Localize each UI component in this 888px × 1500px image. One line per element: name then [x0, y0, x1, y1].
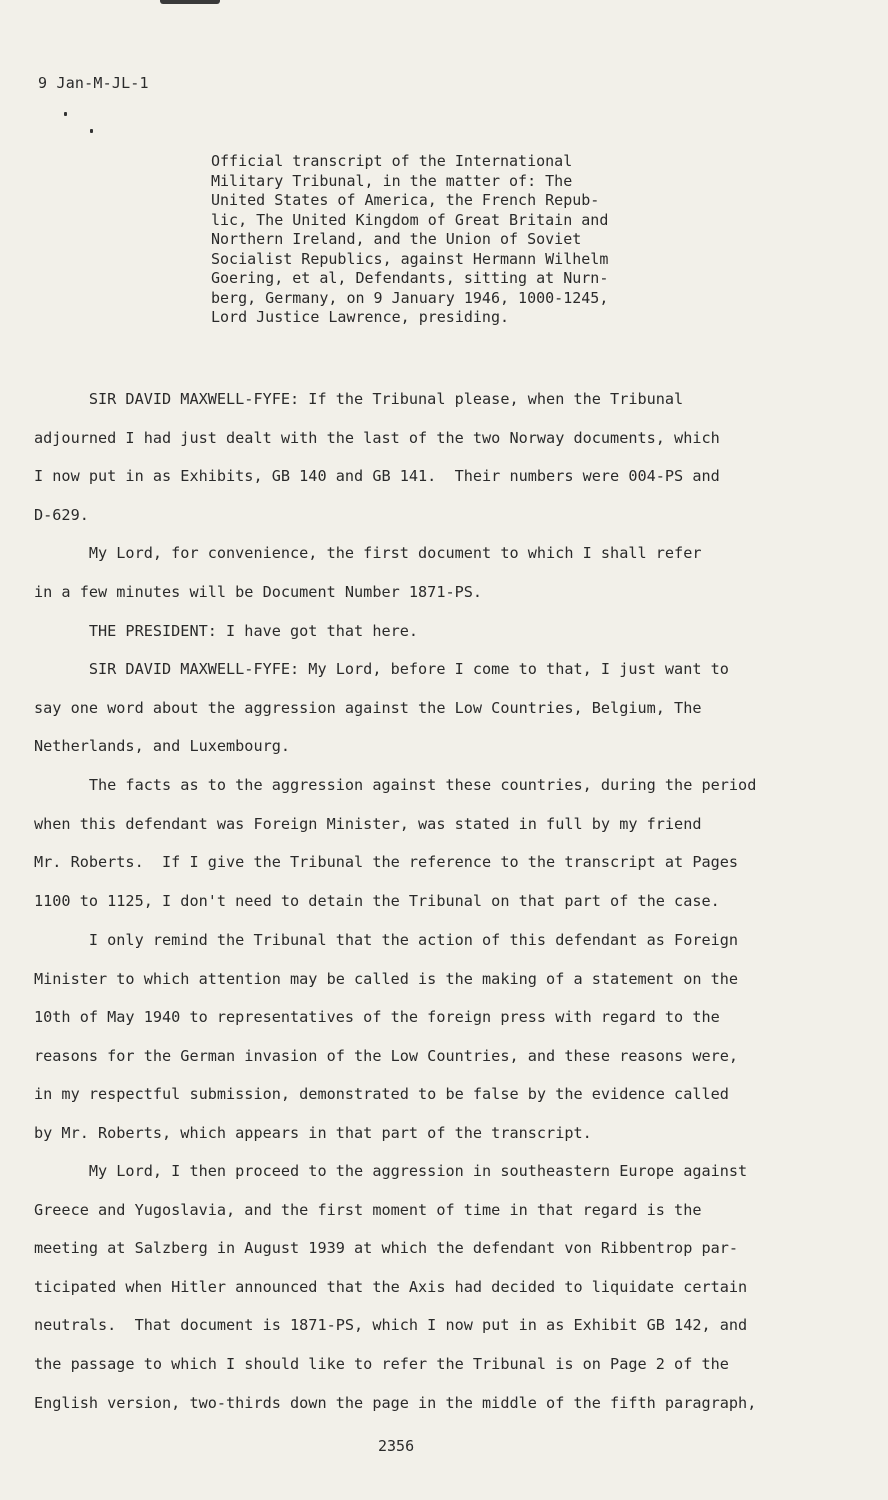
text-line: D-629. [34, 505, 89, 524]
text-line: THE PRESIDENT: I have got that here. [34, 622, 419, 640]
text-line: I now put in as Exhibits, GB 140 and GB 141. Their numbers were 004-PS and [34, 467, 720, 486]
text-line: My Lord, I then proceed to the aggression in southeastern Europe against [34, 1162, 748, 1180]
paragraph-remind [34, 921, 794, 1153]
paragraph-convenience [34, 534, 794, 611]
text-line: 10th of May 1940 to representatives of the foreign press with regard to the [34, 1008, 720, 1027]
text-line: in my respectful submission, demonstrated to be false by the evidence called [34, 1085, 729, 1104]
paragraph-facts [34, 766, 794, 920]
heading-line: Socialist Republics, against Hermann Wilhelm [211, 249, 609, 268]
text-line: neutrals. That document is 1871-PS, which I now put in as Exhibit GB 142, and [34, 1316, 748, 1335]
paragraph-low-countries [34, 650, 794, 766]
paragraph-president [34, 612, 794, 651]
text-line: SIR DAVID MAXWELL-FYFE: My Lord, before I come to that, I just want to [34, 660, 729, 678]
text-line: say one word about the aggression against the Low Countries, Belgium, The [34, 698, 702, 717]
heading-line: Lord Justice Lawrence, presiding. [211, 308, 510, 326]
text-line: 1100 to 1125, I don't need to detain the Tribunal on that part of the case. [34, 891, 720, 910]
ink-mark [64, 112, 67, 116]
paragraph-maxwell-fyfe-opening [34, 380, 794, 534]
text-line: Greece and Yugoslavia, and the first moment of time in that regard is the [34, 1200, 702, 1219]
ink-mark [90, 129, 93, 133]
text-line: The facts as to the aggression against these countries, during the period [34, 776, 757, 794]
heading-line: berg, Germany, on 9 January 1946, 1000-1245, [211, 288, 609, 307]
text-line: when this defendant was Foreign Minister, was stated in full by my friend [34, 814, 702, 833]
paragraph-southeastern-europe [34, 1152, 794, 1422]
heading-line: Goering, et al, Defendants, sitting at Nurn- [211, 269, 609, 287]
document-reference-code: 9 Jan-M-JL-1 [38, 74, 149, 92]
text-line: SIR DAVID MAXWELL-FYFE: If the Tribunal please, when the Tribunal [34, 390, 684, 408]
text-line: in a few minutes will be Document Number 1871-PS. [34, 582, 483, 601]
text-line: meeting at Salzberg in August 1939 at which the defendant von Ribbentrop par- [34, 1239, 739, 1258]
heading-line: United States of America, the French Repub- [211, 191, 600, 209]
text-line: reasons for the German invasion of the Low Countries, and these reasons were, [34, 1046, 739, 1065]
text-line: My Lord, for convenience, the first document to which I shall refer [34, 544, 702, 562]
text-line: English version, two-thirds down the page in the middle of the fifth paragraph, [34, 1393, 757, 1412]
text-line: adjourned I had just dealt with the last of the two Norway documents, which [34, 428, 720, 447]
text-line: Minister to which attention may be called is the making of a statement on the [34, 969, 739, 988]
text-line: Mr. Roberts. If I give the Tribunal the reference to the transcript at Pages [34, 853, 739, 872]
text-line: by Mr. Roberts, which appears in that part of the transcript. [34, 1123, 592, 1142]
text-line: ticipated when Hitler announced that the Axis had decided to liquidate certain [34, 1277, 748, 1296]
text-line: I only remind the Tribunal that the action of this defendant as Foreign [34, 931, 739, 949]
heading-line: Military Tribunal, in the matter of: The [211, 171, 573, 190]
text-line: the passage to which I should like to refer the Tribunal is on Page 2 of the [34, 1354, 729, 1373]
heading-line: Official transcript of the International [211, 152, 573, 170]
text-line: Netherlands, and Luxembourg. [34, 737, 291, 756]
heading-line: Northern Ireland, and the Union of Soviet [211, 230, 582, 248]
page-edge-mark [160, 0, 220, 4]
page-number: 2356 [378, 1437, 415, 1455]
transcript-heading [211, 152, 651, 328]
heading-line: lic, The United Kingdom of Great Britain and [211, 210, 609, 229]
